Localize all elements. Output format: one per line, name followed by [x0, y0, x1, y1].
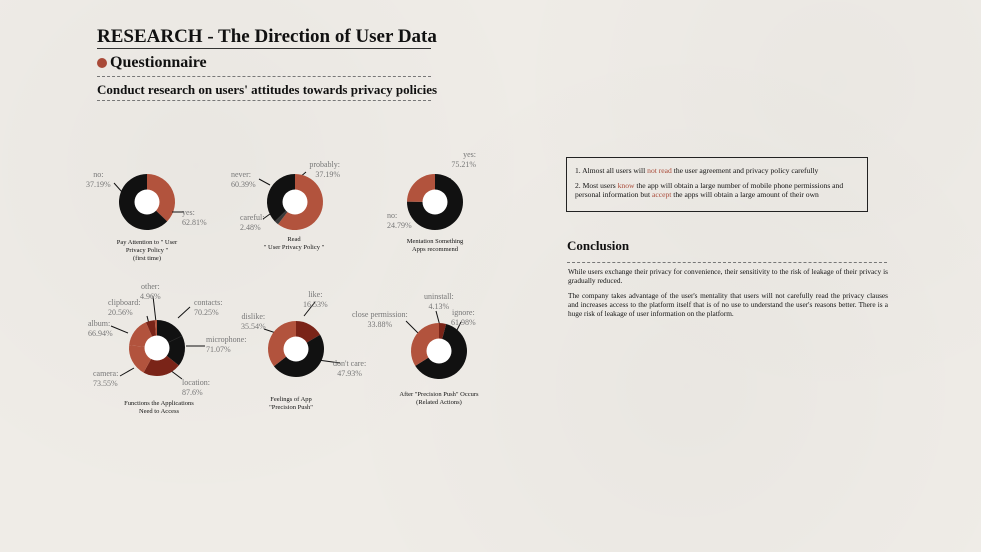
caption-line: "Precision Push"	[269, 404, 313, 411]
chart1-caption	[106, 239, 188, 263]
label-name: careful:	[240, 213, 265, 222]
page-subtitle: Conduct research on users' attitudes towards privacy policies	[97, 82, 438, 97]
label-name: location:	[182, 378, 210, 387]
donut-hole	[135, 190, 160, 215]
chart4-caption	[115, 400, 203, 416]
chart4-label-album	[88, 319, 113, 338]
label-name: microphone:	[206, 335, 247, 344]
finding-text: the user agreement and privacy policy carefully	[671, 166, 819, 175]
chart2-caption	[255, 236, 333, 252]
label-name: probably:	[309, 160, 340, 169]
bullet-dot-icon	[97, 58, 107, 68]
label-value: 35.54%	[241, 321, 266, 331]
label-name: camera:	[93, 369, 119, 378]
label-value: 37.19%	[315, 169, 340, 179]
label-name: yes:	[463, 150, 476, 159]
finding-highlight: not read	[647, 166, 672, 175]
chart6-label-close-permission	[352, 310, 408, 329]
chart6-label-ignore	[451, 308, 476, 327]
caption-line: Read	[287, 236, 301, 243]
chart2-label-careful	[240, 213, 264, 232]
label-name: other:	[141, 282, 160, 291]
caption-line: Privacy Policy "	[125, 247, 169, 254]
donut-chart-permissions	[129, 320, 185, 376]
donut-chart-recommend	[407, 174, 463, 230]
finding-2	[575, 181, 859, 199]
chart4-label-camera	[93, 369, 118, 388]
chart4-label-location	[182, 378, 210, 397]
chart3-label-yes	[436, 150, 476, 169]
label-value: 16.53%	[303, 299, 328, 309]
conclusion-body	[568, 268, 888, 326]
label-name: no:	[387, 211, 398, 220]
section-divider	[97, 76, 431, 77]
label-name: contacts:	[194, 298, 223, 307]
label-name: dislike:	[241, 312, 266, 321]
section-heading	[97, 54, 207, 72]
donut-hole	[284, 337, 309, 362]
section-label: Questionnaire	[110, 54, 207, 71]
caption-line: (Related Actions)	[416, 399, 462, 406]
label-value: 47.93%	[337, 368, 362, 378]
finding-text: the apps will obtain a large amount of their own	[671, 190, 819, 199]
caption-line: Functions the Applications	[124, 400, 194, 407]
chart5-label-dont-care	[333, 359, 366, 378]
chart3-label-no	[387, 211, 412, 230]
label-value: 33.88%	[367, 319, 393, 329]
title-divider	[97, 48, 431, 49]
page-title: RESEARCH - The Direction of User Data	[97, 26, 437, 47]
label-value: 70.25%	[194, 307, 219, 317]
finding-text: the app will obtain a large number of mobile phone permissions and personal information but	[575, 181, 844, 199]
finding-highlight: know	[617, 181, 635, 190]
caption-line: (first time)	[133, 255, 161, 262]
caption-line: After "Precision Push" Occurs	[399, 391, 479, 398]
caption-line: Need to Access	[138, 408, 180, 415]
label-name: no:	[93, 170, 104, 179]
label-value: 37.19%	[86, 179, 111, 189]
chart5-label-like	[303, 290, 328, 309]
donut-chart-read-policy	[267, 174, 323, 230]
chart3-caption	[395, 238, 475, 254]
chart5-label-dislike	[241, 312, 266, 331]
findings-box	[566, 157, 868, 212]
label-value: 2.48%	[240, 222, 261, 232]
chart1-label-no	[86, 170, 111, 189]
donut-hole	[427, 339, 452, 364]
label-name: yes:	[182, 208, 195, 217]
conclusion-divider	[567, 262, 887, 263]
caption-line: Apps recommend	[411, 246, 459, 253]
donut-hole	[283, 190, 308, 215]
caption-line: Pay Attention to " User	[116, 239, 178, 246]
label-value: 75.21%	[451, 159, 476, 169]
conclusion-paragraph-1: While users exchange their privacy for convenience, their sensitivity to the risk of leakage of their privacy is gradually reduced.	[568, 267, 888, 285]
label-name: like:	[308, 290, 323, 299]
donut-chart-attention	[119, 174, 175, 230]
chart4-label-contacts	[194, 298, 222, 317]
chart2-label-probably	[300, 160, 340, 179]
label-value: 20.56%	[108, 307, 133, 317]
label-value: 61.98%	[451, 317, 476, 327]
label-name: never:	[231, 170, 251, 179]
label-value: 24.79%	[387, 220, 412, 230]
label-name: clipboard:	[108, 298, 141, 307]
conclusion-paragraph-2: The company takes advantage of the user's mentality that users will not carefully read the privacy clauses and increases access to the platform itself that is of no use to understand the user's reasons better. There is a huge risk of leakage of user information on the platform.	[568, 291, 888, 318]
conclusion-heading: Conclusion	[567, 238, 630, 253]
chart4-label-other	[140, 282, 161, 301]
label-name: don't care:	[333, 359, 367, 368]
label-value: 4.96%	[140, 291, 161, 301]
label-value: 4.13%	[428, 301, 450, 311]
finding-text: 2. Most users	[575, 181, 618, 190]
label-value: 73.55%	[93, 378, 118, 388]
donut-hole	[423, 190, 448, 215]
label-name: close permission:	[352, 310, 408, 319]
finding-text: 1. Almost all users will	[575, 166, 648, 175]
finding-highlight: accept	[651, 190, 672, 199]
label-name: uninstall:	[424, 292, 454, 301]
finding-1	[575, 166, 859, 175]
label-value: 62.81%	[182, 217, 207, 227]
chart4-label-clipboard	[108, 298, 140, 317]
chart1-label-yes	[182, 208, 207, 227]
caption-line: Mentation Something	[406, 238, 464, 245]
donut-chart-precision-push-actions	[411, 323, 467, 379]
chart5-caption	[258, 396, 324, 412]
label-value: 71.07%	[206, 344, 231, 354]
label-value: 87.6%	[182, 387, 203, 397]
label-name: ignore:	[452, 308, 475, 317]
donut-hole	[145, 336, 170, 361]
subtitle-divider	[97, 100, 431, 101]
chart2-label-never	[231, 170, 256, 189]
chart6-caption	[394, 391, 484, 407]
label-value: 60.39%	[231, 179, 256, 189]
donut-chart-precision-push-feelings	[268, 321, 324, 377]
chart4-label-microphone	[206, 335, 246, 354]
caption-line: " User Privacy Policy "	[263, 244, 325, 251]
label-value: 66.94%	[88, 328, 113, 338]
chart6-label-uninstall	[424, 292, 454, 311]
label-name: album:	[88, 319, 111, 328]
caption-line: Feelings of App	[270, 396, 312, 403]
